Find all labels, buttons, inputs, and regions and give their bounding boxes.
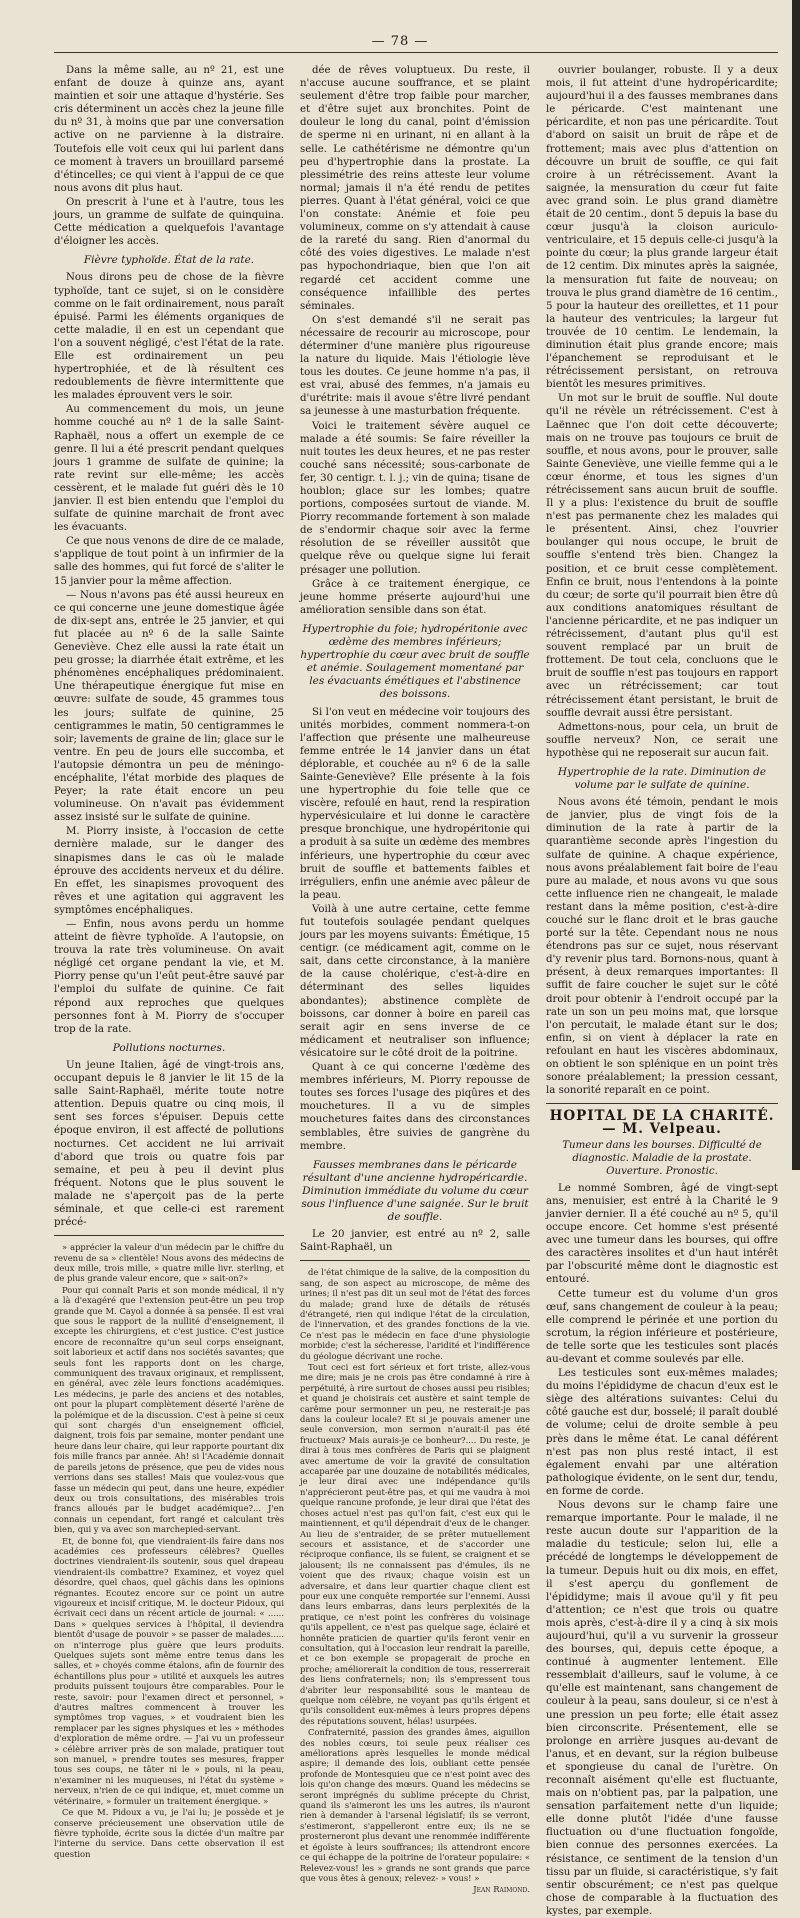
- paragraph: Le 20 janvier, est entré au nº 2, salle Saint-Raphaël, un: [300, 1229, 530, 1254]
- section-divider: [546, 1103, 778, 1104]
- paragraph: Grâce à ce traitement énergique, ce jeune homme préserte aujourd'hui une amélioration sensible dans son état.: [300, 578, 530, 616]
- header-rule: [54, 52, 778, 53]
- footnote-paragraph: Confraternité, passion des grandes âmes, aiguillon des nobles cœurs, toi seule peux réaliser ces améliorations après lesquelles le monde médical aspire; il demande des lois, oubliant cette pensée profonde de Montesquieu que ce n'est point avec des lois qu'on change des mœurs. Quand les médecins se seront imprégnés du sublime précepte du Christ, quand ils s'aimeront les uns les autres, ils n'auront rien à demander à l'arsenal législatif; ils se verront, s'estimeront, s'appelleront entre eux; ils ne se prosterneront plus devant une renommée indifférente et égoïste à leurs souffrances; ils attendront encore ce qui échappe de la poitrine de l'orateur populaire: « Relevez-vous! les » grands ne sont grands que parce que vous êtes à genoux; relevez- » vous! »: [300, 1727, 530, 1883]
- paragraph: On s'est demandé s'il ne serait pas nécessaire de recourir au microscope, pour déterminer d'une manière plus rigoureuse la nature du liquide. Mais l'étiologie lève tous les doutes. Ce jeune homme n'a pas, il est vrai, abusé des femmes, n'a jamais eu d'urétrite: mais il avoue s'être livré pendant sa jeunesse à une masturbation fréquente.: [300, 314, 530, 418]
- paragraph: Dans la même salle, au nº 21, est une enfant de douze à quinze ans, ayant maintien et soir une attaque d'hystérie. Ses cris déterminent un accès chez la jeune fille du nº 31, à moins que par une conversation active on ne parvienne à la distraire. Toutefois elle voit ceux qui lui parlent dans ce moment à travers un brouillard parsemé d'étincelles; ce qui vient à l'appui de ce que nous avons dit plus haut.: [54, 65, 284, 194]
- page-number: — 78 —: [371, 34, 429, 49]
- paragraph: dée de rêves voluptueux. Du reste, il n'accuse aucune souffrance, et se plaint seulement d'être trop faible pour marcher, et d'être sujet aux bronchites. Point de douleur le long du canal, point d'émission de sperme ni en urinant, ni en allant à la selle. Le cathétérisme ne démontre qu'un peu d'hypertrophie dans la prostate. La plessimétrie des reins atteste leur volume normal; jamais il n'a été rendu de petites pierres. Quant à l'état général, voici ce que l'on constate: Anémie et foie peu volumineux, comme on s'y attendait à cause de la rareté du sang. Rien d'anormal du côté des voies digestives. Le malade n'est pas hypochondriaque, bien que l'on ait regardé cet accident comme une conséquence infaillible des pertes séminales.: [300, 65, 530, 312]
- paragraph: Au commencement du mois, un jeune homme couché au nº 1 de la salle Saint-Raphaël, nous a offert un exemple de ce genre. Il lui a été prescrit pendant quelques jours 1 gramme de sulfate de quinine; la rate revint sur elle-même; les accès cessèrent, et le malade fut guéri dès le 10 janvier. Il est bien entendu que l'emploi du sulfate de quinine marchait de front avec les évacuants.: [54, 404, 284, 534]
- paragraph: Les testicules sont eux-mêmes malades; du moins l'épididyme de chacun d'eux est le siège des altérations suivantes: Celui du côté gauche est dur, bosselé; il paraît doublé de volume; celui de droite semble à peu près dans le même état. Le canal déférent n'est pas non plus resté intact, il est également envahi par une altération pathologique évidente, on le sent dur, tendu, en forme de corde.: [546, 1368, 778, 1497]
- paragraph: Voilà à une autre certaine, cette femme fut toutefois soulagée pendant quelques jours par les moyens suivants: Émétique, 15 centigr. (ce médicament agit, comme on le sait, dans cette circonstance, à la manière de la cause cholérique, c'est-à-dire en déterminant des selles liquides abondantes); abstinence complète de boissons, car donner à boire en pareil cas serait agir en sens inverse de ce médicament et neutraliser son influence; vésicatoire sur le côté droit de la poitrine.: [300, 903, 530, 1059]
- paragraph: Nous dirons peu de chose de la fièvre typhoïde, tant ce sujet, si on le considère comme on le fait ordinairement, nous paraît épuisé. Parmi les éléments organiques de cette maladie, il en est un cependant que l'on a souvent négligé, c'est l'état de la rate. Elle est ordinairement un peu hypertrophiée, et de là résultent ces redoublements de fièvre intermittente que les malades éprouvent vers le soir.: [54, 272, 284, 402]
- column-right: [546, 64, 778, 1917]
- paragraph: Ce que nous venons de dire de ce malade, s'applique de tout point à un infirmier de la salle des hommes, qui fut forcé de s'aliter le 15 janvier pour la même affection.: [54, 536, 284, 587]
- paragraph: Quant à ce qui concerne l'œdème des membres inférieurs, M. Piorry repousse de toutes ses forces l'usage des piqûres et des mouchetures. Il a vu de simples mouchetures faites dans des circonstances semblables, être suivies de gangrène du membre.: [300, 1062, 530, 1152]
- signature: Jean Raimond.: [473, 1884, 530, 1895]
- footnote-divider: [300, 1260, 530, 1261]
- paragraph: Cette tumeur est du volume d'un gros œuf, sans changement de couleur à la peau; elle comprend le périnée et une portion du scrotum, la région inférieure et postérieure, de telle sorte que les testicules sont placés au-devant et comme soulevés par elle.: [546, 1288, 778, 1365]
- paragraph: Un mot sur le bruit de souffle. Nul doute qu'il ne révèle un rétrécissement. C'est à Laënnec que l'on doit cette découverte; mais on ne trouve pas toujours ce bruit de souffle, et nous avons, pour le prouver, salle Sainte Geneviève, une vieille femme qui a le cœur énorme, et tous les signes d'un rétrécissement sans aucun bruit de souffle. Il y a plus: l'existence du bruit de souffle n'est pas permanente chez les malades qui le présentent. Ainsi, chez l'ouvrier boulanger qui nous occupe, le bruit de souffle s'entend très bien. Changez la position, et ce bruit cesse complètement. Enfin ce bruit, nous l'entendons à la pointe du cœur; de sorte qu'il pourrait bien être dû aux conditions anatomiques résultant de l'ancienne péricardite, et ne pas indiquer un rétrécissement, d'autant plus qu'il est souvent remplacé par un bruit de frottement. De tout cela, concluons que le bruit de souffle n'est pas toujours en rapport avec un rétrécissement; car tout rétrécissement étant persistant, le bruit de souffle devrait aussi être persistant.: [546, 393, 778, 719]
- paragraph: — Nous n'avons pas été aussi heureux en ce qui concerne une jeune domestique âgée de dix-sept ans, entrée le 25 janvier, et qui fut placée au nº 6 de la salle Sainte Geneviève. Chez elle aussi la rate était un peu grosse; la diarrhée était extrême, et les phénomènes encéphaliques prédominaient. Une thérapeutique énergique fut mise en œuvre: sulfate de soude, 45 grammes tous les jours; sulfate de quinine, 25 centigrammes le matin, 50 centigrammes le soir; lavements de graine de lin; glace sur le ventre. En peu de jours elle succomba, et l'autopsie démontra un peu de méningo-encéphalite, l'état morbide des plaques de Peyer; la rate était encore un peu volumineuse. On n'avait pas évidemment assez insisté sur le sulfate de quinine.: [54, 589, 284, 824]
- section-title: Fièvre typhoïde. État de la rate.: [83, 254, 255, 267]
- footnote-block: [300, 1267, 530, 1894]
- hospital-subheading: Tumeur dans les bourses. Difficulté de diagnostic. Maladie de la prostate. Ouverture. Pronostic.: [562, 1139, 762, 1177]
- footnote-paragraph: Ce que M. Pidoux a vu, je l'ai lu; je possède et je conserve précieusement une observation utile de fièvre typhoïde, écrite sous la dictée d'un maître par l'interne du service. Dans cette observation il est question: [54, 1807, 284, 1859]
- paragraph: Admettons-nous, pour cela, un bruit de souffle nerveux? Non, ce serait une hypothèse qui ne reposerait sur aucun fait.: [546, 721, 778, 759]
- paragraph: Nous devons sur le champ faire une remarque importante. Pour le malade, il ne reste aucun doute sur l'apparition de la maladie du testicule; selon lui, elle a précédé de longtemps le développement de la tumeur. Depuis huit ou dix mois, en effet, il s'est aperçu du gonflement de l'épididyme; mais il avoue qu'il y fit peu d'attention; ce n'est que trois ou quatre mois après, c'est-à-dire il y a cinq à six mois aujourd'hui, qu'il a vu survenir la grosseur des bourses, qui, depuis cette époque, a continué à augmenter lentement. Elle ressemblait d'ailleurs, sauf le volume, à ce qu'elle est maintenant, sans changement de couleur à la peau, sans douleur, si ce n'est à une pression un peu forte; elle était assez bien circonscrite. Présentement, elle se prolonge en arrière jusques au-devant de l'anus, et en devant, sur la région bulbeuse et spongieuse du canal de l'urètre. On reconnaît aisément qu'elle est fluctuante, mais on n'obtient pas, par la palpation, une sensation parfaitement nette d'un liquide; elle donne plutôt l'idée d'une fausse fluctuation ou d'une fluctuation fongoïde, bien connue des personnes exercées. La résistance, ce sentiment de la tension d'un tissu par un fluide, si caractéristique, s'y fait sentir obscurément; ce n'est pas quelque chose de comparable à la fluctuation des kystes, par exemple.: [546, 1500, 778, 1917]
- footnote-paragraph: » apprécier la valeur d'un médecin par le chiffre du revenu de sa » clientèle! Nous avons des médecins de deux mille, trois mille, » quatre mille livr. sterling, et de plus grande valeur encore, que » sait-on?»: [54, 1242, 284, 1284]
- footnote-paragraph: Pour qui connaît Paris et son monde médical, il n'y a là d'exagéré que l'extension peut-être un peu trop grande que M. Cayol a donnée à sa pensée. Il est vrai que sous le rapport de la nullité d'enseignement, il excepte les chirurgiens, et c'est justice. C'est justice encore de reconnaître qu'un seul corps enseignant, soit laborieux et actif dans nos sociétés savantes; que seuls font les rapports dont on les charge, communiquent des travaux originaux, et remplissent, en général, avec zèle leurs fonctions académiques. Les médecins, je parle des anciens et des notables, ont pour la plupart complètement déserté l'arène de la polémique et de la discussion. C'est à peine si ceux qui sont chargés d'un enseignement officiel, daignent, trois fois par semaine, monter pendant une heure dans leur chaire, qui leur rapporte pourtant dix fois mille francs par année. Ah! si l'Académie donnait de pareils jetons de présence, que peu de vides nous verrions dans ses stalles! Mais que voulez-vous que fasse un médecin qui peut, dans une heure, expédier deux ou trois consultations, des misérables trois francs alloués par le budget académique?... J'en connais un cependant, fort rangé et calculant très bien, qui y va avec son marchepied-servant.: [54, 1284, 284, 1535]
- footnote-paragraph: Et, de bonne foi, que viendraient-ils faire dans nos académies ces professeurs célèbres? Quelles doctrines viendraient-ils soutenir, sous quel drapeau viendraient-ils combattre? Examinez, et voyez quel désordre, quel chaos, quel gâchis dans les opinions régnantes. Ecoutez encore sur ce point un autre vigoureux et incisif critique, M. le docteur Pidoux, qui écrivait ceci dans un récent article de journal: « ...... Dans » quelques services à l'hôpital, il deviendra bientôt d'usage de pouvoir » se passer de malades..... on n'interroge plus guère que leurs produits. Quelques sujets sont même entre tenus dans les salles, et » choyés comme étalons, afin de fournir des échantillons plus pour » utilité et auxquels les autres produits puissent toujours être comparables. Pour le reste, savoir: pour l'examen direct et personnel, » d'autres maîtres commencent à trouver les symptômes trop vagues, » et voudraient bien les remplacer par les signes physiques et les » méthodes d'exploration de même ordre. — J'ai vu un professeur » célèbre arriver près de son malade, pratiquer tout son manuel, » prendre toutes ses mesures, frapper tous ses coups, ne tâter ni le » pouls, ni la peau, n'examiner ni les muqueuses, ni l'état du système » nerveux, n'rien de ce qui indique, et, muet comme un vétérinaire, » formuler un traitement énergique. »: [54, 1535, 284, 1806]
- paragraph: On prescrit à l'une et à l'autre, tous les jours, un gramme de sulfate de quinquina. Cette médication a quelquefois l'avantage d'éloigner les accès.: [54, 196, 284, 248]
- paragraph: Nous avons été témoin, pendant le mois de janvier, plus de vingt fois de la diminution de la rate à partir de la quarantième seconde après l'ingestion du sulfate de quinine. A chaque expérience, nous avons préalablement fait boire de l'eau pure au malade, et nous avons vu que sous cette influence rien ne changeait, le malade restant dans la même position, c'est-à-dire couché sur le flanc droit et le bras gauche porté sur la tête. Cependant nous ne nous étendrons pas sur ce sujet, nous réservant d'y revenir plus tard. Bornons-nous, quant à présent, à deux remarques importantes: Il suffit de faire coucher le sujet sur le côté droit pour obtenir à l'endroit occupé par la rate un son un peu moins mat, que lorsque l'on percutait, le malade étant sur le dos; enfin, si on vient à déplacer la rate en refoulant en haut les viscères abdominaux, on obtient le son splénique en un point très sonore préalablement; la pression cessant, la sonorité reparaît en ce point.: [546, 797, 778, 1097]
- paragraph: M. Piorry insiste, à l'occasion de cette dernière malade, sur le danger des sinapismes dans le cas où le malade éprouve des accidents nerveux et du délire. En effet, les sinapismes provoquent des rêves et une agitation qui aggravent les symptômes encéphaliques.: [54, 826, 284, 916]
- section-title: Fausses membranes dans le péricarde résultant d'une ancienne hydropéricardie. Diminution immédiate du volume du cœur sous l'influence d'une saignée. Sur le bruit de souffle.: [301, 1158, 529, 1224]
- footnote-divider: [54, 1235, 284, 1236]
- section-title: Hypertrophie de la rate. Diminution de volume par le sulfate de quinine.: [557, 765, 767, 792]
- section-title: Pollutions nocturnes.: [112, 1041, 226, 1054]
- paragraph: Un jeune Italien, âgé de vingt-trois ans, occupant depuis le 8 janvier le lit 15 de la salle Saint-Raphaël, mérite toute notre attention. Depuis quatre ou cinq mois, il sent ses forces s'épuiser. Depuis cette époque environ, il est affecté de pollutions nocturnes. Cet accident ne lui arrivait d'abord que trois ou quatre fois par semaine, et peu à peu il devint plus fréquent. Notons que le plus souvent le malade ne s'aperçoit pas de la perte séminale, et que celle-ci est rarement précé-: [54, 1059, 284, 1229]
- section-title: Hypertrophie du foie; hydropéritonie avec œdème des membres inférieurs; hypertrophie du cœur avec bruit de souffle et anémie. Soulagement momentané par les évacuants émétiques et l'abstinence des boissons.: [300, 622, 530, 701]
- paragraph: — Enfin, nous avons perdu un homme atteint de fièvre typhoïde. A l'autopsie, on trouva la rate très volumineuse. On avait négligé cet organe pendant la vie, et M. Piorry pense qu'un l'eût peut-être sauvé par l'emploi du sulfate de quinine. Ce fait répond aux reproches que quelques personnes font à M. Piorry de s'occuper trop de la rate.: [54, 919, 284, 1035]
- paragraph: Le nommé Sombren, âgé de vingt-sept ans, menuisier, est entré à la Charité le 9 janvier dernier. Il a été couché au nº 5, qu'il occupe encore. Cet homme s'est présenté avec une tumeur dans les bourses, qui offre des caractères insolites et d'un haut intérêt par l'obscurité même dont le diagnostic est entouré.: [546, 1182, 778, 1286]
- footnote-paragraph: Tout ceci est fort sérieux et fort triste, allez-vous me dire; mais je ne crois pas être condamné à rire à perpétuité, à rire surtout de choses aussi peu risibles; et quand je choisirais cet austère et saint temple de carême pour sermonner un peu, ne resterait-je pas dans la couleur locale? Et si je pouvais amener une seule conversion, mon sermon n'aurait-il pas été fructueux? Mais aurais-je ce bonheur?.... Du reste, je dirai à tous mes confrères de Paris qui se plaignent avec amertume de voir la gravité de consultation accaparée par une douzaine de notabilités médicales, je leur dirai avec une indépendance qu'ils n'apprécieront peut-être pas, et qui me vaudra à moi quelque rancune profonde, je leur dirai que l'état des choses actuel n'est pas qu'l'on fait, c'est eux qui le maintiennent, et qu'il dépendrait d'eux de le changer. Au lieu de s'entraider, de se prêter mutuellement secours et assistance, et de s'accorder une réciproque confiance, ils se fuient, se craignent et se jalousent; ils ne connaissent pas d'émules, ils ne voient que des rivaux; chaque voisin est un adversaire, et dans leur quartier chaque client est pour eux une conquête remportée sur l'ennemi. Aussi dans leurs embarras, dans leurs perplexités de la pratique, ce n'est point les confrères du voisinage qu'ils appellent, ce n'est pas quelque sage, éclairé et honnête praticien de quartier qu'ils feront venir en consultation, qui à l'occasion leur rendrait la pareille, et ce bon exemple se propagerait de proche en proche; améliorerait la condition de tous, resserrerait des liens confraternels; non; ils s'empressent tous d'abriter leur responsabilité sous le manteau de quelque nom célèbre, ne voyant pas qu'ils érigent et qu'ils consolident eux-mêmes à leurs propres dépens des réputations souvent, hélas! usurpées.: [300, 1362, 530, 1726]
- column-middle: [300, 64, 530, 1895]
- column-left: [54, 64, 284, 1859]
- hospital-heading: HOPITAL DE LA CHARITÉ. — M. Velpeau.: [549, 1108, 775, 1138]
- footnote-paragraph: de l'état chimique de la salive, de la composition du sang, de son aspect au microscope, de même des urines; il n'est pas dit un seul mot de l'état des forces du malade; grand luxe de détails de rétusés d'étrangeté, rien qui indique l'état de la circulation, de l'innervation, et des grandes fonctions de la vie. Ce n'est pas le médecin en face d'une physiologie morbide; c'est la sécheresse, l'aridité et l'indifférence du géologue décrivant une roche.: [300, 1267, 530, 1361]
- paragraph: Si l'on veut en médecine voir toujours des unités morbides, comment nommera-t-on l'affection que présente une malheureuse femme entrée le 14 janvier dans un état déplorable, et couchée au nº 6 de la salle Sainte-Geneviève? Elle présente à la fois une hypertrophie du foie telle que ce viscère, refoulé en haut, rend la respiration hypervésiculaire et lui donne le caractère presque bronchique, une hydropéritonie qui a produit à sa suite un œdème des membres inférieurs, une hypertrophie du cœur avec bruit de souffle et battements faibles et irréguliers, enfin une anémie avec pâleur de la peau.: [300, 706, 530, 901]
- footnote-block: [54, 1242, 284, 1859]
- binding-edge: [792, 0, 800, 1170]
- paragraph: Voici le traitement sévère auquel ce malade a été soumis: Se faire réveiller la nuit toutes les deux heures, et ne pas rester couché sans nécessité; sous-carbonate de fer, 30 centigr. t. l. j.; vin de quina; tisane de houblon; glace sur les lombes; quatre portions, composées surtout de viande. M. Piorry recommande fortement à son malade de s'endormir chaque soir avec la ferme résolution de se réveiller aussitôt que quelque rêve ou quelque signe lui ferait présager une pollution.: [300, 420, 530, 576]
- paragraph: ouvrier boulanger, robuste. Il y a deux mois, il fut atteint d'une hydropéricardite; aujourd'hui il a des fausses membranes dans le péricarde. C'est maintenant une péricardite, et non pas une péricardite. Tout d'abord on saisit un bruit de râpe et de frottement; mais avec plus d'attention on découvre un bruit de souffle, ce qui fait croire à un rétrécissement. Avant la saignée, la mensuration du cœur fut faite avec grand soin. Le plus grand diamètre était de 20 centim., dont 5 depuis la base du cœur jusqu'à la cloison auriculo-ventriculaire, et 15 depuis celle-ci jusqu'à la pointe du cœur; la plus grande largeur était de 12 centim. Dix minutes après la saignée, la mensuration fut faite de nouveau; on trouva le plus grand diamètre de 16 centim., 5 pour la hauteur des oreillettes, et 11 pour la hauteur des ventricules; la largeur fut trouvée de 10 centim. Le lendemain, la diminution était plus grande encore; mais l'épanchement se reproduisant et le rétrécissement persistant, on retrouva bientôt les mesures primitives.: [546, 65, 778, 391]
